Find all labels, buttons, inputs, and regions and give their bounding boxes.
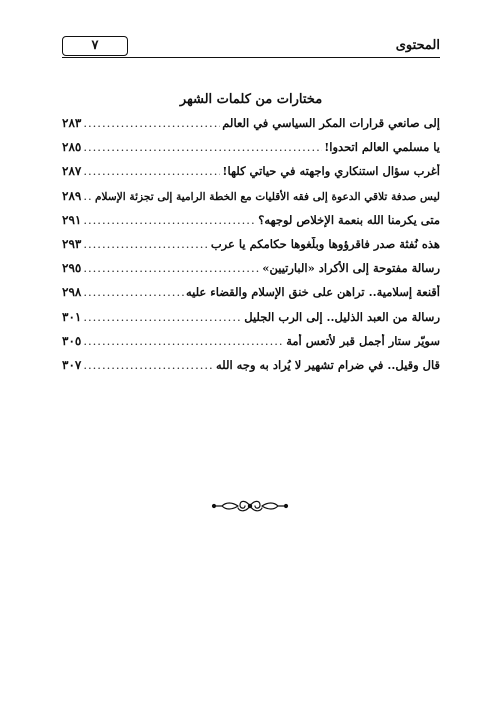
- toc-leader-dots: [83, 213, 256, 227]
- toc-entry: [62, 334, 440, 358]
- table-of-contents: [62, 116, 440, 382]
- toc-leader-dots: [83, 140, 322, 154]
- toc-entry: [62, 285, 440, 309]
- toc-entry: [62, 189, 440, 213]
- toc-entry-title: سويّر ستار أجمل قبر لأتعس أمة: [286, 333, 440, 348]
- toc-leader-dots: [83, 164, 220, 178]
- toc-entry-title: أقنعة إسلامية.. تراهن على خنق الإسلام والقضاء عليه: [185, 285, 440, 300]
- toc-entry: [62, 116, 440, 140]
- toc-leader-dots: [83, 285, 184, 299]
- toc-entry: [62, 164, 440, 188]
- toc-entry-page: ٣٠١: [62, 309, 82, 324]
- toc-entry-title: رسالة مفتوحة إلى الأكراد «البارتيين»: [262, 261, 440, 276]
- header-rule: [62, 57, 440, 58]
- toc-leader-dots: [83, 358, 214, 372]
- toc-leader-dots: [83, 189, 93, 203]
- toc-entry-title: رسالة من العبد الذليل.. إلى الرب الجليل: [244, 309, 440, 324]
- toc-entry-page: ٢٨٥: [62, 140, 82, 155]
- toc-entry-page: ٢٨٩: [62, 188, 82, 203]
- toc-leader-dots: [83, 237, 208, 251]
- toc-entry: [62, 237, 440, 261]
- toc-leader-dots: [83, 116, 220, 130]
- toc-entry-title: ليس صدفة تلاقي الدعوة إلى فقه الأقليات مع الخطة الرامية إلى تجزئة الإسلام: [95, 190, 440, 203]
- toc-entry-page: ٣٠٧: [62, 357, 82, 372]
- toc-entry-page: ٢٩٣: [62, 236, 82, 251]
- toc-entry-title: هذه نُفثة صدر فاقرؤوها وبلّغوها حكامكم يا عرب: [210, 236, 440, 251]
- section-title: مختارات من كلمات الشهر: [179, 92, 323, 107]
- toc-entry-page: ٣٠٥: [62, 333, 82, 348]
- toc-entry: [62, 261, 440, 285]
- toc-entry-title: إلى صانعي قرارات المكر السياسي في العالم: [222, 116, 440, 130]
- toc-leader-dots: [83, 334, 284, 348]
- decorative-flourish-icon: [210, 496, 290, 516]
- toc-entry: [62, 358, 440, 382]
- toc-entry-title: متى يكرمنا الله بنعمة الإخلاص لوجهه؟: [258, 212, 440, 227]
- toc-leader-dots: [83, 310, 242, 324]
- toc-entry-title: أغرب سؤال استنكاري واجهته في حياتي كلها!: [222, 164, 440, 179]
- toc-entry: [62, 310, 440, 334]
- toc-entry-page: ٢٩١: [62, 212, 82, 227]
- page-number-box: [62, 36, 128, 56]
- toc-entry-page: ٢٨٣: [62, 116, 82, 130]
- toc-leader-dots: [83, 261, 260, 275]
- toc-entry-title: يا مسلمي العالم اتحدوا!: [324, 140, 440, 155]
- toc-entry-page: ٢٩٥: [62, 261, 82, 276]
- toc-entry-page: ٢٨٧: [62, 164, 82, 179]
- running-header-title: المحتوى: [395, 38, 440, 53]
- toc-entry-title: قال وقيل.. في ضرام تشهير لا يُراد به وجه الله: [216, 357, 440, 372]
- toc-entry: [62, 140, 440, 164]
- toc-entry-page: ٢٩٨: [62, 285, 82, 300]
- page-number: ٧: [91, 38, 99, 53]
- toc-entry: [62, 213, 440, 237]
- page-header: [62, 36, 440, 58]
